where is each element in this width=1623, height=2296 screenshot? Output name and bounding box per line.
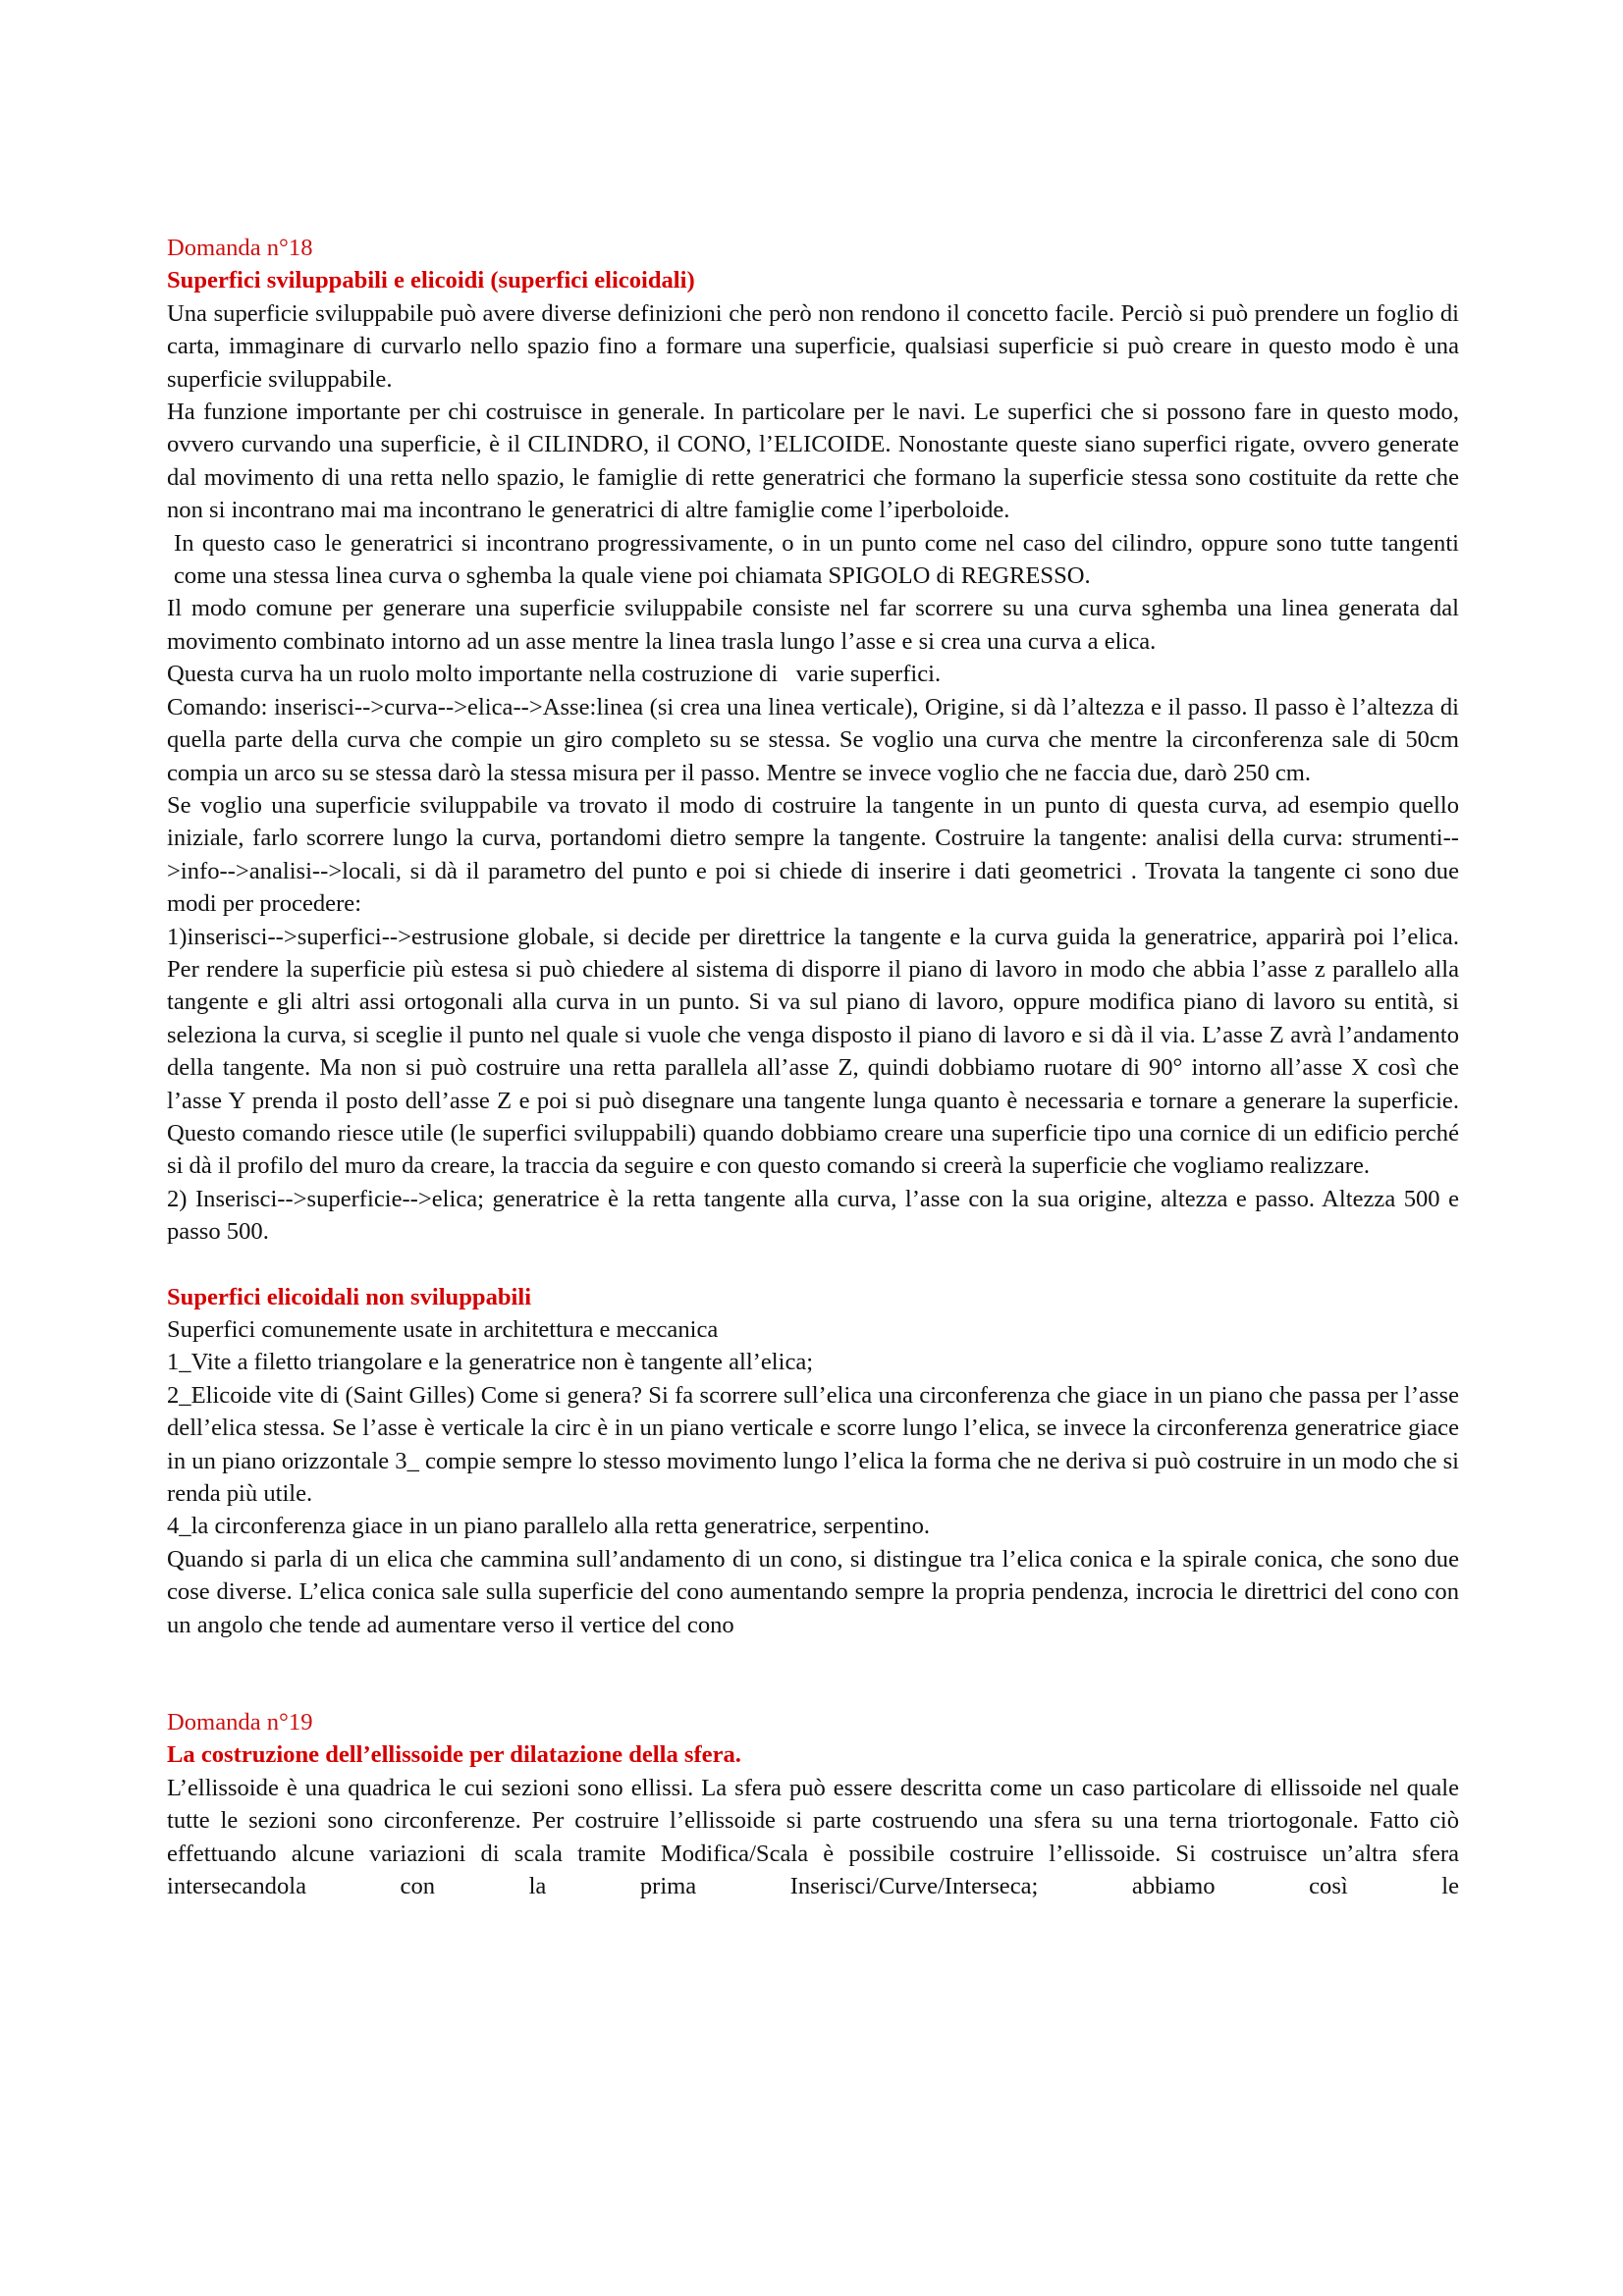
section-title-sviluppabili: Superfici sviluppabili e elicoidi (superfici elicoidali) (167, 267, 695, 294)
paragraph: 1)inserisci-->superfici-->estrusione globale, si decide per direttrice la tangente e la curva guida la generatrice, apparirà poi l’elica. Per rendere la superficie più estesa si può chiedere al sistema di disporre il piano di lavoro in modo che abbia l’asse z parallelo alla tangente e gli altri assi ortogonali alla curva in un punto. Si va sul piano di lavoro, oppure modifica piano di lavoro su entità, si seleziona la curva, si sceglie il punto nel quale si vuole che venga disposto il piano di lavoro e si dà il via. L’asse Z avrà l’andamento della tangente. Ma non si può costruire una retta parallela all’asse Z, quindi dobbiamo ruotare di 90° intorno all’asse X così che l’asse Y prenda il posto dell’asse Z e poi si può disegnare una tangente lunga quanto è necessaria e tornare a generare la superficie. Questo comando riesce utile (le superfici sviluppabili) quando dobbiamo creare una superficie tipo una cornice di un edificio perché si dà il profilo del muro da creare, la traccia da seguire e con questo comando si creerà la superficie che vogliamo realizzare. (167, 923, 1459, 1180)
paragraph: Questa curva ha un ruolo molto importante nella costruzione di varie superfici. (167, 661, 942, 688)
paragraph: Il modo comune per generare una superficie sviluppabile consiste nel far scorrere su una curva sghemba una linea generata dal movimento combinato intorno ad un asse mentre la linea trasla lungo l’asse e si crea una curva a elica. (167, 595, 1459, 655)
paragraph: Quando si parla di un elica che cammina sull’andamento di un cono, si distingue tra l’elica conica e la spirale conica, che sono due cose diverse. L’elica conica sale sulla superficie del cono aumentando sempre la propria pendenza, incrocia le direttrici del cono con un angolo che tende ad aumentare verso il vertice del cono (167, 1545, 1459, 1638)
paragraph: Superfici comunemente usate in architettura e meccanica (167, 1316, 719, 1343)
spacer (167, 1641, 1459, 1706)
paragraph: Ha funzione importante per chi costruisce in generale. In particolare per le navi. Le superfici che si possono fare in questo modo, ovvero curvando una superficie, è il CILINDRO, il CONO, l’ELICOIDE. Nonostante queste siano superfici rigate, ovvero generate dal movimento di una retta nello spazio, le famiglie di rette generatrici che formano la superficie stessa sono costituite da rette che non si incontrano mai ma incontrano le generatrici di altre famiglie come l’iperboloide. (167, 399, 1459, 524)
list-item: 2_Elicoide vite di (Saint Gilles) Come si genera? Si fa scorrere sull’elica una circonferenza che giace in un piano che passa per l’asse dell’elica stessa. Se l’asse è verticale la circ è in un piano verticale e scorre lungo l’elica, se invece la circonferenza generatrice giace in un piano orizzontale 3_ compie sempre lo stesso movimento lungo l’elica la forma che ne deriva si può costruire in un modo che si renda più utile. (167, 1381, 1459, 1508)
paragraph: Una superficie sviluppabile può avere diverse definizioni che però non rendono il concetto facile. Perciò si può prendere un foglio di carta, immaginare di curvarlo nello spazio fino a formare una superficie, qualsiasi superficie si può creare in questo modo è una superficie sviluppabile. (167, 299, 1459, 393)
section-title-ellissoide: La costruzione dell’ellissoide per dilatazione della sfera. (167, 1741, 741, 1769)
question-label-18: Domanda n°18 (167, 235, 313, 261)
list-item: 1_Vite a filetto triangolare e la generatrice non è tangente all’elica; (167, 1349, 814, 1376)
question-label-19: Domanda n°19 (167, 1709, 313, 1736)
list-item: 4_la circonferenza giace in un piano parallelo alla retta generatrice, serpentino. (167, 1513, 931, 1540)
paragraph: 2) Inserisci-->superficie-->elica; generatrice è la retta tangente alla curva, l’asse con la sua origine, altezza e passo. Altezza 500 e passo 500. (167, 1185, 1459, 1246)
paragraph: Comando: inserisci-->curva-->elica-->Asse:linea (si crea una linea verticale), Origine, si dà l’altezza e il passo. Il passo è l’altezza di quella parte della curva che compie un giro completo su se stessa. Se voglio una curva che mentre la circonferenza sale di 50cm compia un arco su se stessa darò la stessa misura per il passo. Mentre se invece voglio che ne faccia due, darò 250 cm. (167, 693, 1459, 786)
document-page (167, 232, 1459, 1903)
paragraph: L’ellissoide è una quadrica le cui sezioni sono ellissi. La sfera può essere descritta come un caso particolare di ellissoide nel quale tutte le sezioni sono circonferenze. Per costruire l’ellissoide si parte costruendo una sfera su una terna triortogonale. Fatto ciò effettuando alcune variazioni di scala tramite Modifica/Scala è possibile costruire l’ellissoide. Si costruisce un’altra sfera intersecandola con la prima Inserisci/Curve/Interseca; abbiamo così le (167, 1774, 1459, 1900)
paragraph: In questo caso le generatrici si incontrano progressivamente, o in un punto come nel caso del cilindro, oppure sono tutte tangenti come una stessa linea curva o sghemba la quale viene poi chiamata SPIGOLO di REGRESSO. (174, 529, 1459, 590)
section-title-non-sviluppabili: Superfici elicoidali non sviluppabili (167, 1283, 532, 1310)
spacer (167, 1249, 1459, 1281)
paragraph: Se voglio una superficie sviluppabile va trovato il modo di costruire la tangente in un punto di questa curva, ad esempio quello iniziale, farlo scorrere lungo la curva, portandomi dietro sempre la tangente. Costruire la tangente: analisi della curva: strumenti-->info-->analisi-->locali, si dà il parametro del punto e poi si chiede di inserire i dati geometrici . Trovata la tangente ci sono due modi per procedere: (167, 791, 1459, 918)
